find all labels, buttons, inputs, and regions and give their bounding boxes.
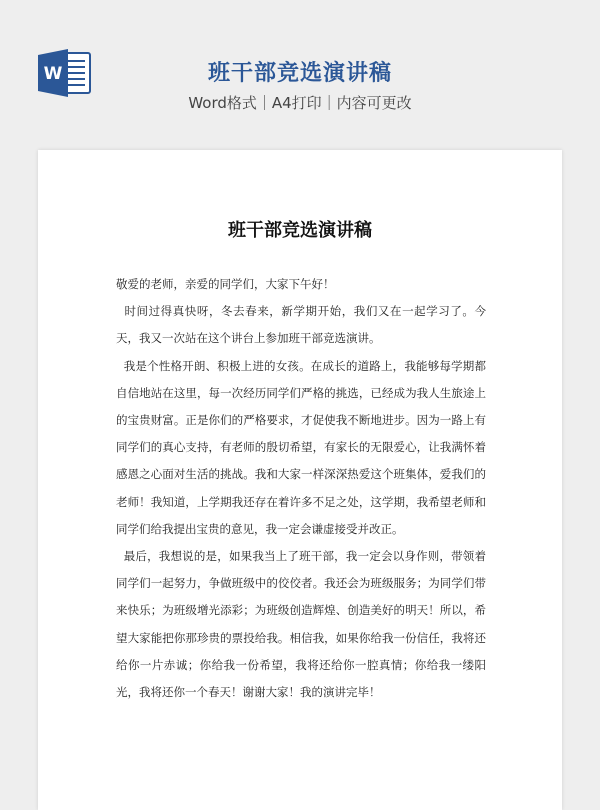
document-body xyxy=(116,271,486,706)
paragraph-intro: 时间过得真快呀，冬去春来，新学期开始，我们又在一起学习了。今天，我又一次站在这个讲台上参加班干部竞选演讲。 xyxy=(116,304,486,346)
paragraph-conclusion: 最后，我想说的是，如果我当上了班干部，我一定会以身作则，带领着同学们一起努力，争做班级中的佼佼者。我还会为班级服务；为同学们带来快乐；为班级增光添彩；为班级创造辉煌、创造美好的明天！所以，希望大家能把你那珍贵的票投给我。相信我，如果你给我一份信任，我将还给你一片赤诚；你给我一份希望，我将还给你一腔真情；你给我一缕阳光，我将还你一个春天！谢谢大家！我的演讲完毕！ xyxy=(116,549,487,700)
word-icon-letter: W xyxy=(43,64,63,84)
document-title: 班干部竞选演讲稿 xyxy=(228,220,372,241)
document-page xyxy=(38,150,562,810)
paragraph-greeting: 敬爱的老师，亲爱的同学们，大家下午好！ xyxy=(116,277,335,291)
header-banner xyxy=(0,0,600,150)
header-subtitle: Word格式｜A4打印｜内容可更改 xyxy=(188,94,412,112)
header-title: 班干部竞选演讲稿 xyxy=(207,61,392,86)
paragraph-self-description: 我是个性格开朗、积极上进的女孩。在成长的道路上，我能够每学期都自信地站在这里，每一次经历同学们严格的挑选，已经成为我人生旅途上的宝贵财富。正是你们的严格要求，才促使我不断地进步。因为一路上有同学们的真心支持，有老师的殷切希望，有家长的无限爱心，让我满怀着感恩之心面对生活的挑战。我和大家一样深深热爱这个班集体，爱我们的老师！我知道，上学期我还存在着许多不足之处，这学期，我希望老师和同学们给我提出宝贵的意见，我一定会谦虚接受并改正。 xyxy=(116,358,487,536)
